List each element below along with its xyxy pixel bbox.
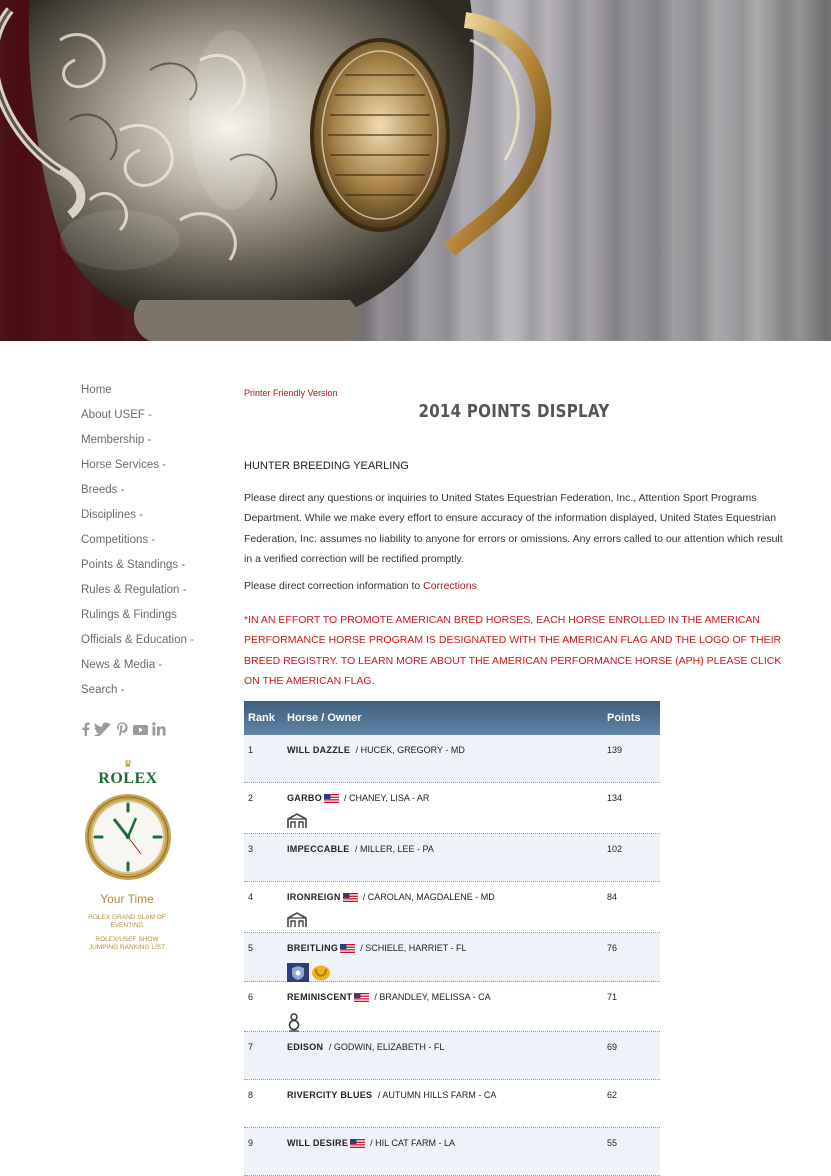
printer-friendly-link[interactable]: Printer Friendly Version: [244, 388, 338, 398]
horse-owner-cell: [287, 745, 465, 755]
horse-owner-cell: [287, 1138, 455, 1150]
nav-item-competitions[interactable]: Competitions -: [81, 534, 156, 546]
nav-item-officials-education[interactable]: Officials & Education -: [81, 634, 194, 646]
horse-owner-cell: [287, 844, 434, 854]
horse-owner-cell: [287, 992, 491, 1004]
owner-name: / BRANDLEY, MELISSA - CA: [374, 992, 491, 1002]
class-name-heading: HUNTER BREEDING YEARLING: [244, 460, 409, 472]
table-row: [244, 1128, 660, 1176]
table-row: [244, 735, 660, 783]
horse-name[interactable]: IMPECCABLE: [287, 844, 350, 854]
rolex-logo: ROLEX: [98, 770, 158, 787]
nav-item-rulings-findings[interactable]: Rulings & Findings: [81, 609, 177, 621]
correction-line: [244, 580, 477, 592]
points-cell: 102: [607, 844, 623, 854]
rank-cell: 3: [248, 844, 254, 854]
horse-name[interactable]: GARBO: [287, 793, 322, 803]
aph-notice: *IN AN EFFORT TO PROMOTE AMERICAN BRED HORSES, EACH HORSE ENROLLED IN THE AMERICAN PERFORMANCE HORSE PROGRAM IS DESIGNATED WITH THE AMERICAN FLAG AND THE LOGO OF THEIR BREED REGISTRY. TO LEARN MORE ABOUT THE AMERICAN PERFORMANCE HORSE (APH) PLEASE CLICK ON THE AMERICAN FLAG.: [244, 614, 782, 687]
breed-registry-gate-icon[interactable]: [287, 813, 307, 834]
horse-name[interactable]: BREITLING: [287, 943, 339, 953]
owner-name: / HUCEK, GREGORY - MD: [355, 745, 465, 755]
rank-cell: 6: [248, 992, 254, 1002]
nav-item-news-media[interactable]: News & Media -: [81, 659, 163, 671]
table-row: [244, 982, 660, 1032]
horse-owner-cell: [287, 943, 467, 955]
header-horse-owner: Horse / Owner: [287, 712, 362, 724]
rolex-grand-slam-link[interactable]: ROLEX GRAND SLAM OF EVENTING: [88, 914, 166, 929]
hero-banner: [0, 0, 831, 341]
points-cell: 71: [607, 992, 618, 1002]
sidebar-nav: [81, 380, 221, 705]
rank-cell: 4: [248, 892, 254, 902]
owner-name: / SCHIELE, HARRIET - FL: [360, 943, 467, 953]
nav-item-membership[interactable]: Membership -: [81, 434, 152, 446]
horse-owner-cell: [287, 892, 495, 904]
horse-name[interactable]: WILL DAZZLE: [287, 745, 351, 755]
points-table: [244, 701, 660, 1176]
rank-cell: 2: [248, 793, 254, 803]
page-title: 2014 POINTS DISPLAY: [418, 402, 610, 422]
header-rank: Rank: [248, 712, 275, 724]
american-flag-icon[interactable]: [354, 993, 369, 1004]
horse-name[interactable]: WILL DESIRE: [287, 1138, 349, 1148]
rank-cell: 9: [248, 1138, 254, 1148]
owner-name: / AUTUMN HILLS FARM - CA: [377, 1090, 497, 1100]
owner-name: / CHANEY, LISA - AR: [344, 793, 430, 803]
table-row: [244, 834, 660, 882]
american-flag-icon[interactable]: [350, 1139, 365, 1150]
nav-item-search[interactable]: Search -: [81, 684, 125, 696]
corrections-link[interactable]: Corrections: [423, 580, 477, 592]
owner-name: / MILLER, LEE - PA: [355, 844, 434, 854]
horse-name[interactable]: IRONREIGN: [287, 892, 341, 902]
nav-item-breeds[interactable]: Breeds -: [81, 484, 125, 496]
rank-cell: 7: [248, 1042, 254, 1052]
owner-name: / GODWIN, ELIZABETH - FL: [328, 1042, 445, 1052]
table-row: [244, 1080, 660, 1128]
rolex-crown-icon: ♛: [123, 759, 133, 770]
american-flag-icon[interactable]: [324, 794, 339, 805]
rank-cell: 5: [248, 943, 254, 953]
owner-name: / CAROLAN, MAGDALENE - MD: [362, 892, 495, 902]
nav-item-rules-regulation[interactable]: Rules & Regulation -: [81, 584, 187, 596]
points-cell: 62: [607, 1090, 618, 1100]
table-row: [244, 783, 660, 834]
points-cell: 55: [607, 1138, 618, 1148]
rolex-watch-image: [83, 792, 173, 882]
rank-cell: 1: [248, 745, 254, 755]
horse-owner-cell: [287, 1090, 496, 1100]
youtube-icon[interactable]: [133, 723, 148, 741]
breed-registry-gate-icon[interactable]: [287, 912, 307, 933]
pinterest-icon[interactable]: [116, 722, 129, 741]
nav-item-disciplines[interactable]: Disciplines -: [81, 509, 143, 521]
breed-registry-badges: [287, 813, 307, 834]
horse-name[interactable]: REMINISCENT: [287, 992, 353, 1002]
points-cell: 69: [607, 1042, 618, 1052]
rolex-tagline: Your Time: [100, 892, 154, 906]
horse-owner-cell: [287, 793, 429, 805]
rolex-sponsor[interactable]: [78, 760, 178, 882]
nav-item-about-usef[interactable]: About USEF -: [81, 409, 152, 421]
points-cell: 139: [607, 745, 623, 755]
trophy-cup-image: [0, 0, 831, 341]
points-cell: 84: [607, 892, 618, 902]
horse-name[interactable]: EDISON: [287, 1042, 324, 1052]
breed-registry-badges: [287, 912, 307, 933]
table-row: [244, 882, 660, 933]
nav-item-home[interactable]: Home: [81, 384, 112, 396]
nav-item-points-standings[interactable]: Points & Standings -: [81, 559, 186, 571]
horse-owner-cell: [287, 1042, 444, 1052]
intro-paragraph: Please direct any questions or inquiries to United States Equestrian Federation, Inc., Attention Sport Programs Department. While we make every effort to ensure accuracy of the information displayed, United States Equestrian Federation, Inc. assumes no liability to anyone for errors or omissions. Any errors called to our attention which result in a verified correction will be rectified promptly.: [244, 492, 783, 565]
table-header: [244, 701, 660, 735]
linkedin-icon[interactable]: [152, 722, 166, 741]
social-links: [81, 722, 166, 741]
table-row: [244, 933, 660, 982]
header-points: Points: [607, 712, 641, 724]
american-flag-icon[interactable]: [340, 944, 355, 955]
points-cell: 134: [607, 793, 623, 803]
nav-item-horse-services[interactable]: Horse Services -: [81, 459, 166, 471]
horse-name[interactable]: RIVERCITY BLUES: [287, 1090, 373, 1100]
american-flag-icon[interactable]: [343, 893, 358, 904]
correction-prefix: Please direct correction information to: [244, 580, 421, 592]
table-row: [244, 1032, 660, 1080]
rank-cell: 8: [248, 1090, 254, 1100]
table-body: [244, 735, 660, 1176]
points-cell: 76: [607, 943, 618, 953]
twitter-icon[interactable]: [94, 722, 112, 741]
owner-name: / HIL CAT FARM - LA: [370, 1138, 455, 1148]
facebook-icon[interactable]: [81, 722, 90, 741]
rolex-ranking-list-link[interactable]: ROLEX/USEF SHOW JUMPING RANKING LIST: [88, 936, 166, 951]
